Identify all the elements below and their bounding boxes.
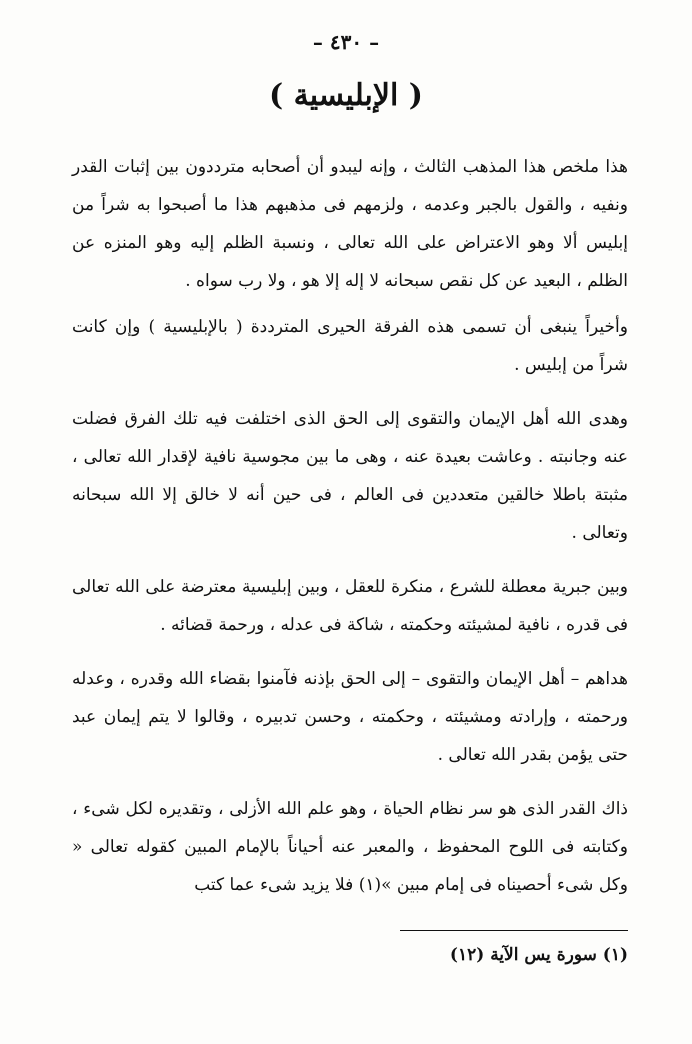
footnote-divider (400, 930, 628, 931)
paragraph-6: ذاك القدر الذى هو سر نظام الحياة ، وهو علم الله الأزلى ، وتقديره لكل شىء ، وكتابته فى اللوح المحفوظ ، والمعبر عنه أحياناً بالإمام المبين كقوله تعالى « وكل شىء أحصيناه فى إمام مبين »(١) فلا يزيد شىء عما كتب (72, 799, 628, 895)
footnote: (١) سورة يس الآية (١٢) (449, 945, 628, 965)
paragraph-5: هداهم – أهل الإيمان والتقوى – إلى الحق بإذنه فآمنوا بقضاء الله وقدره ، وعدله ورحمته ، وإرادته ومشيئته ، وحكمته ، وحسن تدبيره ، وقالوا لا يتم إيمان عبد حتى يؤمن بقدر الله تعالى . (72, 669, 628, 765)
page-number: – ٤٣٠ – (312, 30, 380, 54)
paragraph-2: وأخيراً ينبغى أن تسمى هذه الفرقة الحيرى المترددة ( بالإبليسية ) وإن كانت شراً من إبليس . (72, 317, 628, 375)
paragraph-4: وبين جبرية معطلة للشرع ، منكرة للعقل ، وبين إبليسية معترضة على الله تعالى فى قدره ، نافية لمشيئته وحكمته ، شاكة فى عدله ، ورحمة قضائه . (72, 577, 628, 635)
chapter-title: ( الإبليسية ) (269, 78, 423, 113)
paragraph-1: هذا ملخص هذا المذهب الثالث ، وإنه ليبدو أن أصحابه مترددون بين إثبات القدر ونفيه ، والقول بالجبر وعدمه ، ولزمهم فى مذهبهم هذا ما أصبحوا به شراً من إبليس ألا وهو الاعتراض على الله تعالى ، ونسبة الظلم إليه وهو المنزه عن الظلم ، البعيد عن كل نقص سبحانه لا إله إلا هو ، ولا رب سواه . (72, 157, 628, 291)
paragraph-3: وهدى الله أهل الإيمان والتقوى إلى الحق الذى اختلفت فيه تلك الفرق فضلت عنه وجانبته . وعاشت بعيدة عنه ، وهى ما بين مجوسية نافية لإقدار الله تعالى ، مثبتة باطلا خالقين متعددين فى العالم ، فى حين أنه لا خالق إلا الله سبحانه وتعالى . (72, 409, 628, 543)
